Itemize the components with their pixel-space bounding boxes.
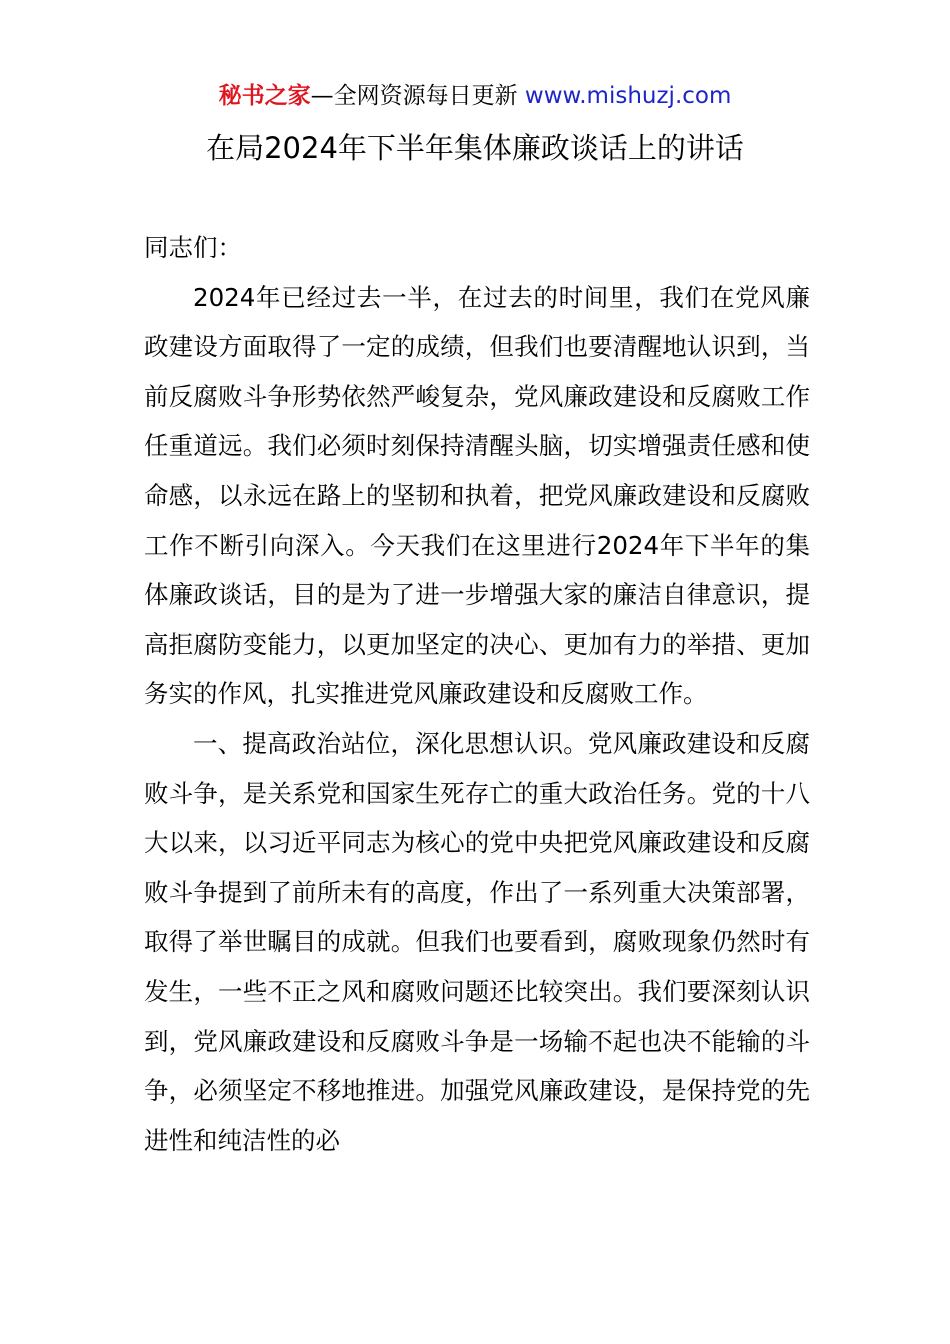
header-tagline: —全网资源每日更新 (310, 83, 525, 109)
site-url-link[interactable]: www.mishuzj.com (524, 83, 732, 109)
paragraph-section-one: 一、提高政治站位，深化思想认识。党风廉政建设和反腐败斗争，是关系党和国家生死存亡的重大政治任务。党的十八大以来，以习近平同志为核心的党中央把党风廉政建设和反腐败斗争提到了前所未有的高度，作出了一系列重大决策部署，取得了举世瞩目的成就。但我们也要看到，腐败现象仍然时有发生，一些不正之风和腐败问题还比较突出。我们要深刻认识到，党风廉政建设和反腐败斗争是一场输不起也决不能输的斗争，必须坚定不移地推进。加强党风廉政建设，是保持党的先进性和纯洁性的必 (144, 728, 810, 1155)
document-body (144, 223, 810, 1165)
brand-name: 秘书之家 (218, 83, 311, 109)
document-title: 在局2024年下半年集体廉政谈话上的讲话 (206, 131, 744, 165)
paragraph-intro: 2024年已经过去一半，在过去的时间里，我们在党风廉政建设方面取得了一定的成绩，但我们也要清醒地认识到，当前反腐败斗争形势依然严峻复杂，党风廉政建设和反腐败工作任重道远。我们必须时刻保持清醒头脑，切实增强责任感和使命感，以永远在路上的坚韧和执着，把党风廉政建设和反腐败工作不断引向深入。今天我们在这里进行2024年下半年的集体廉政谈话，目的是为了进一步增强大家的廉洁自律意识，提高拒腐防变能力，以更加坚定的决心、更加有力的举措、更加务实的作风，扎实推进党风廉政建设和反腐败工作。 (144, 282, 810, 709)
salutation: 同志们： (144, 233, 242, 262)
site-header (0, 80, 950, 112)
